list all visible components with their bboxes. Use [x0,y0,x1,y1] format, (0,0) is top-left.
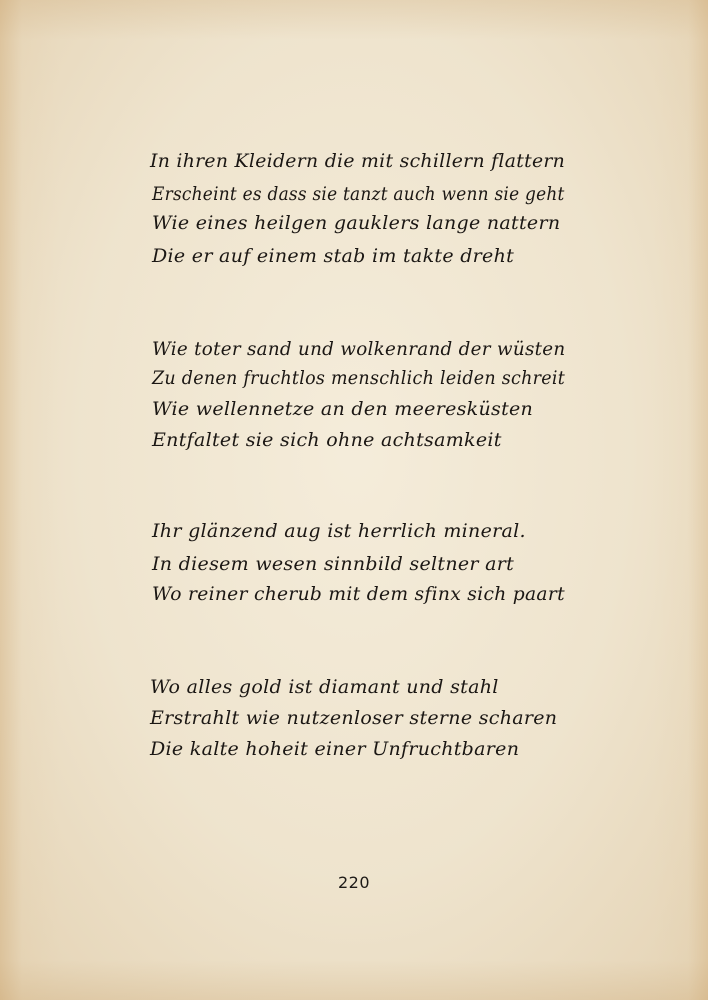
poem-line: Wo reiner cherub mit dem sfinx sich paart [152,583,565,605]
poem-line: Wo alles gold ist diamant und stahl [150,676,499,698]
poem-line: Ihr glänzend aug ist herrlich mineral. [152,520,526,542]
poem-line: Erstrahlt wie nutzenloser sterne scharen [150,707,558,729]
poem-line: Erscheint es dass sie tanzt auch wenn sie geht [152,183,565,205]
poem-line: In ihren Kleidern die mit schillern flattern [150,150,566,172]
poem-line: In diesem wesen sinnbild seltner art [152,553,515,575]
poem-line: Zu denen fruchtlos menschlich leiden schreit [152,367,566,389]
poem-line: Wie eines heilgen gauklers lange nattern [152,212,561,234]
page-number: 220 [337,873,371,892]
poem-line: Die kalte hoheit einer Unfruchtbaren [150,738,520,760]
poem-line: Wie wellennetze an den meeresküsten [152,398,534,420]
poem-line: Die er auf einem stab im takte dreht [152,245,515,267]
poem-line: Entfaltet sie sich ohne achtsamkeit [152,429,502,451]
poem-line: Wie toter sand und wolkenrand der wüsten [152,338,566,360]
